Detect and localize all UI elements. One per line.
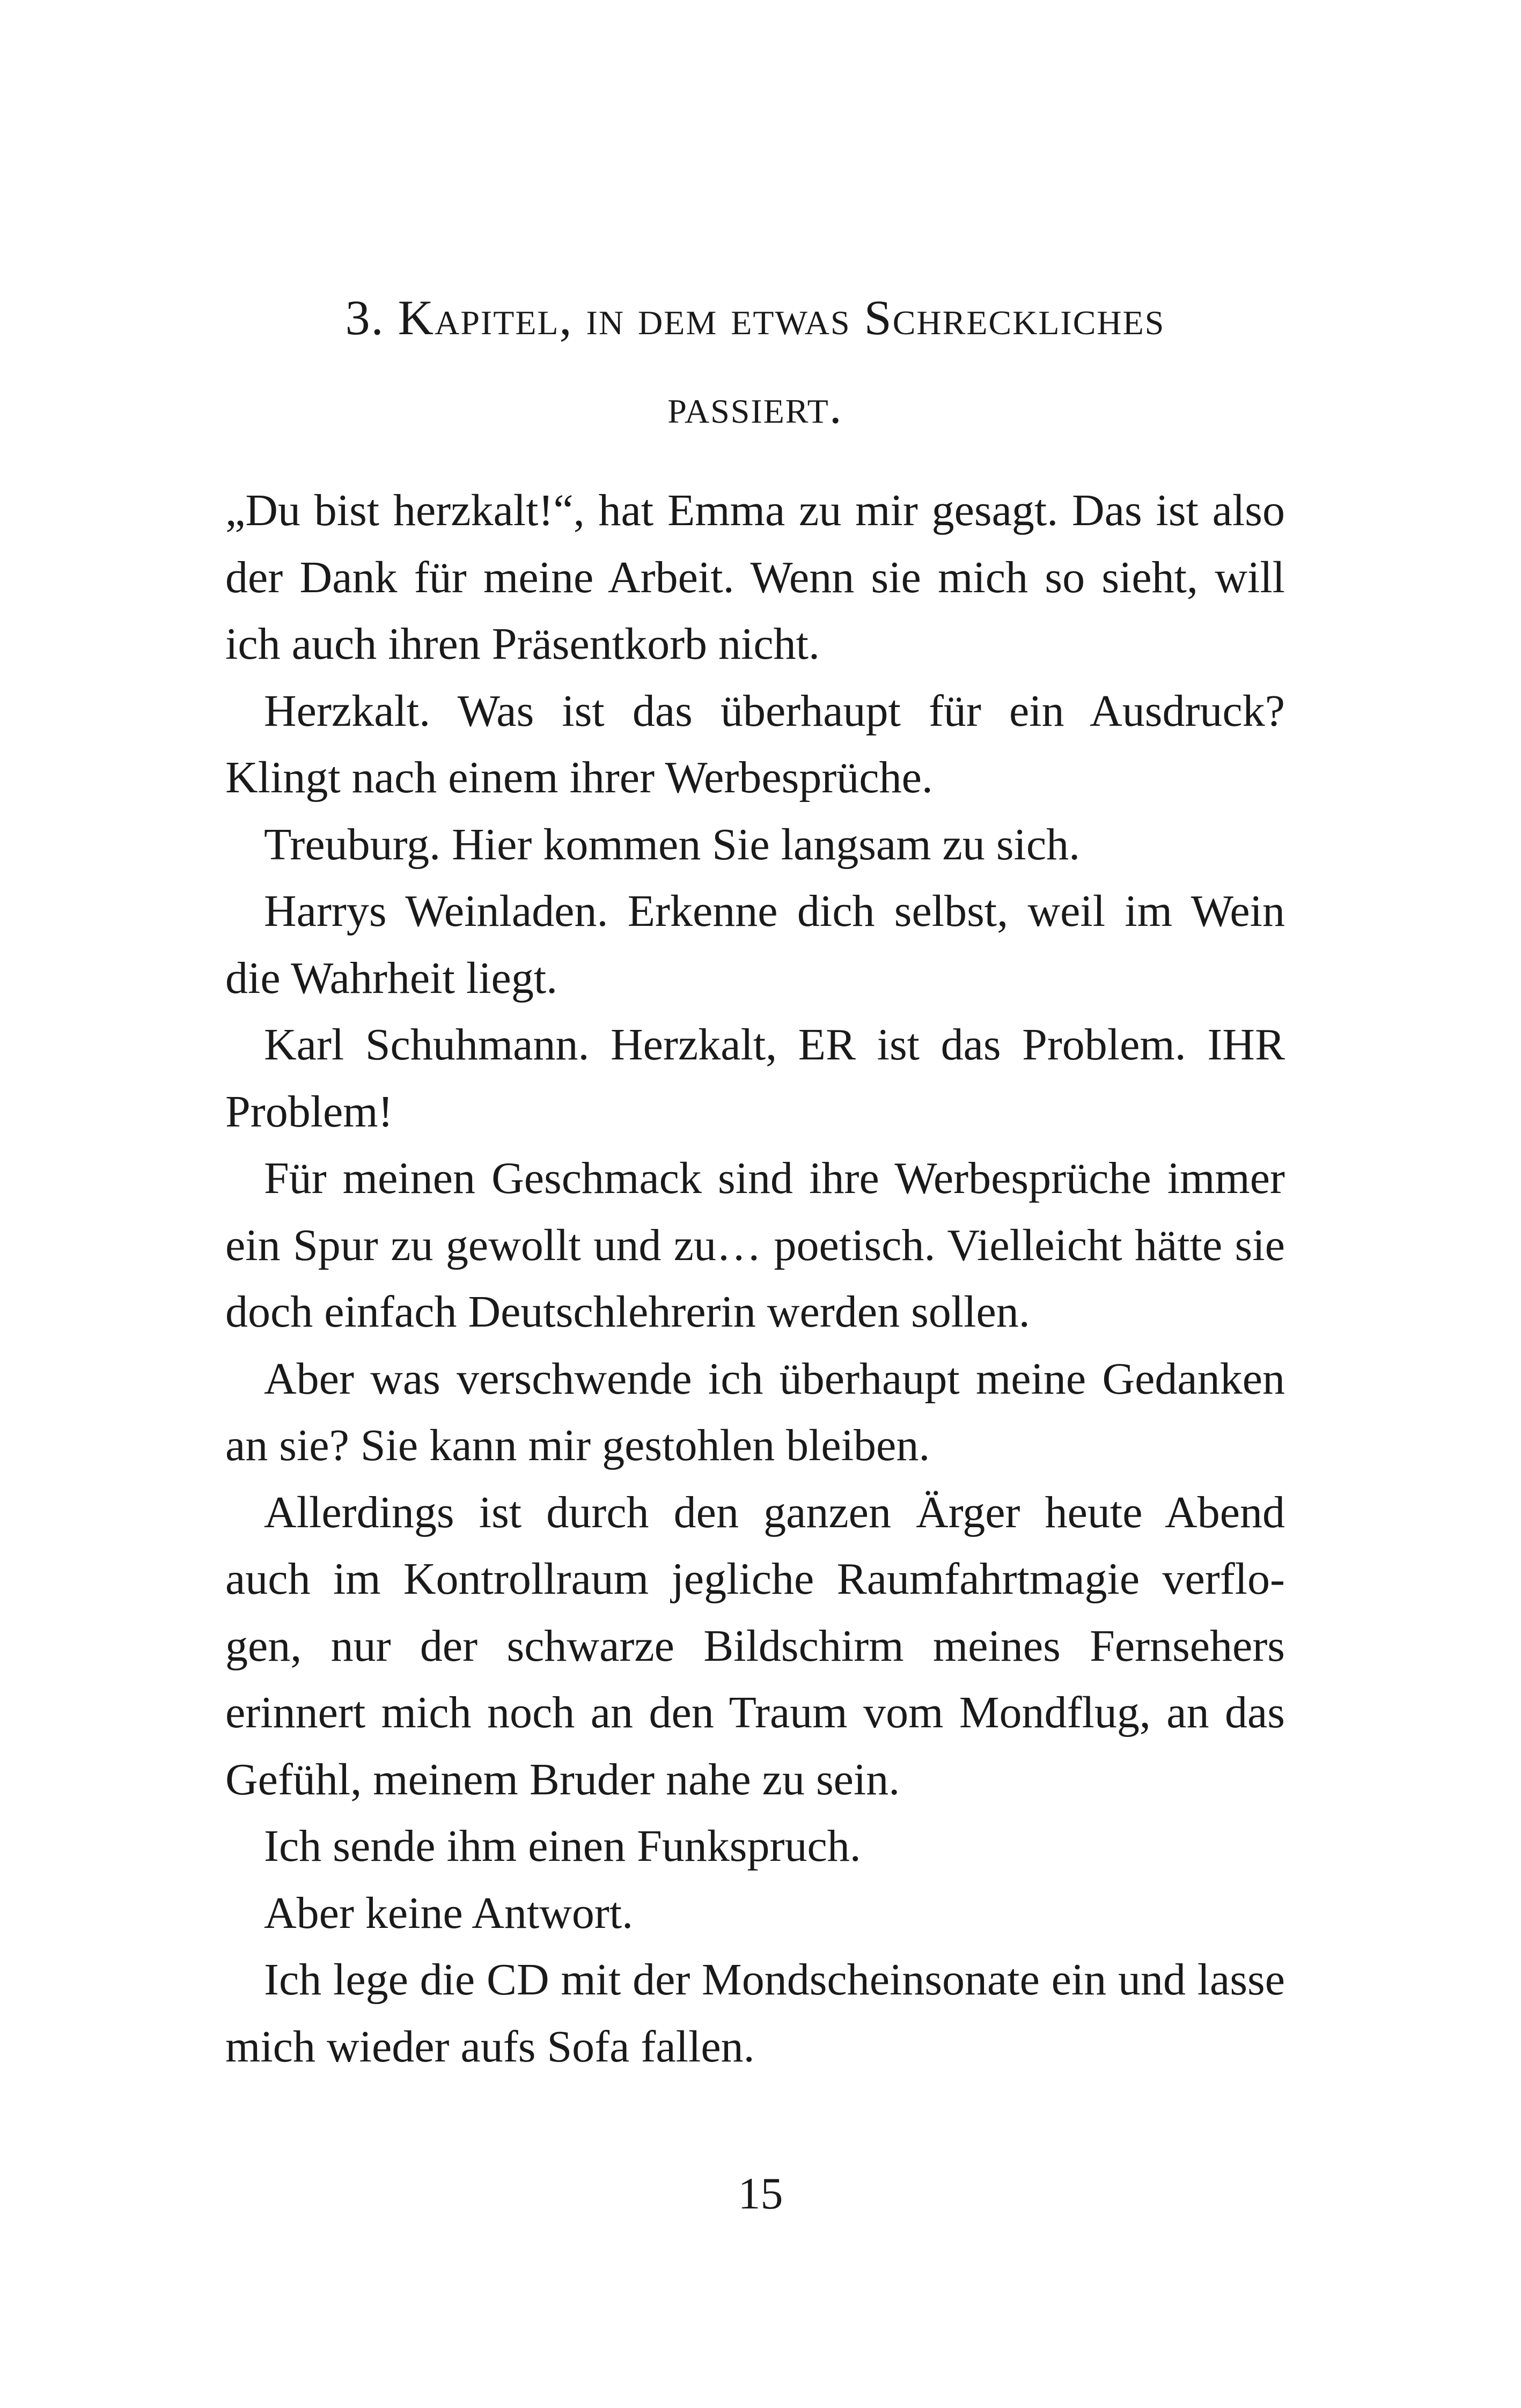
paragraph: „Du bist herzkalt!“, hat Emma zu mir gesagt. Das ist also der Dank für meine Arbeit. Wenn sie mich so sieht, will ich auch ihren Präsentkorb nicht. — [225, 485, 1285, 669]
paragraph: Treuburg. Hier kommen Sie langsam zu sich. — [264, 819, 1081, 870]
chapter-title-line-1: 3. Kapitel, in dem etwas Schreckliches — [345, 290, 1165, 345]
paragraph: Aber keine Antwort. — [264, 1888, 634, 1938]
paragraph: Herzkalt. Was ist das überhaupt für ein Ausdruck? Klingt nach einem ihrer Werbesprüche. — [225, 686, 1285, 802]
chapter-title — [225, 274, 1285, 451]
paragraph: Ich sende ihm einen Funkspruch. — [264, 1821, 861, 1871]
paragraph: Aber was verschwende ich überhaupt meine Gedanken an sie? Sie kann mir gestohlen bleiben. — [225, 1353, 1285, 1470]
body-text — [225, 477, 1285, 2080]
paragraph: Für meinen Geschmack sind ihre Werbesprüche immer ein Spur zu gewollt und zu… poetisch. Vielleicht hätte sie doch einfach Deutschlehrerin werden sollen. — [225, 1153, 1285, 1337]
paragraph: Ich lege die CD mit der Mondscheinsonate ein und lasse mich wieder aufs Sofa fallen. — [225, 1955, 1285, 2072]
paragraph: Harrys Weinladen. Erkenne dich selbst, weil im Wein die Wahrheit liegt. — [225, 886, 1285, 1003]
paragraph: Karl Schuhmann. Herzkalt, ER ist das Problem. IHR Problem! — [225, 1020, 1285, 1137]
paragraph: Allerdings ist durch den ganzen Ärger heute Abend auch im Kontrollraum jegliche Raumfahrtmagie verflogen, nur der schwarze Bildschirm meines Fernsehers erinnert mich noch an den Traum vom Mondflug, an das Gefühl, meinem Bruder nahe zu sein. — [225, 1487, 1285, 1805]
page-number: 15 — [738, 2169, 783, 2219]
chapter-title-line-2: passiert. — [667, 379, 843, 433]
